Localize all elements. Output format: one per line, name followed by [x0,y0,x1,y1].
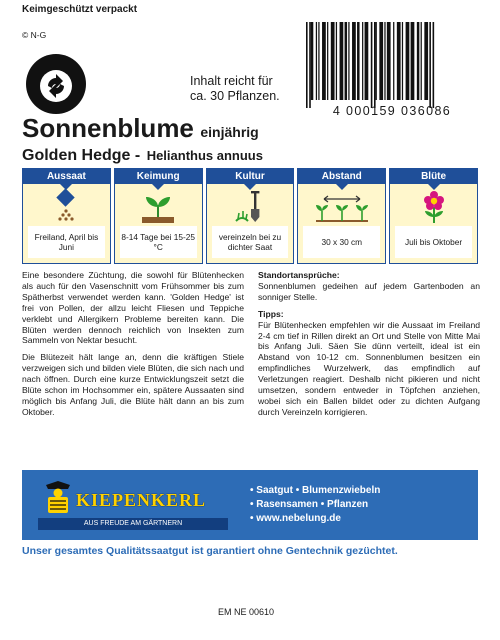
location-heading: Standortansprüche: [258,270,340,280]
flower-icon [414,189,454,225]
product-title: Sonnenblume [22,113,194,143]
brand-website[interactable]: • www.nebelung.de [250,513,341,524]
info-text: vereinzeln bei zu dichter Saat [212,226,289,258]
gmo-free-note: Unser gesamtes Qualitätssaatgut ist garantiert ohne Gentechnik gezüchtet. [22,545,398,557]
barcode-bar [424,22,428,100]
barcode-bar [322,22,326,100]
seed-packet-icon [46,189,86,225]
location-text: Sonnenblumen gedeihen auf jedem Gartenboden an sonniger Stelle. [258,280,480,302]
cultivation-column [258,270,480,424]
barcode-bar [345,22,348,100]
barcode-bar [336,22,337,100]
latin-name: Helianthus annuus [146,148,263,163]
brand-name: KIEPENKERL [76,490,207,510]
info-text: 8-14 Tage bei 15-25 °C [120,226,197,258]
barcode-bar [402,22,403,100]
barcode-bar [362,22,363,100]
annual-label: einjährig [200,124,259,140]
description-column [22,270,244,424]
barcode-bar [348,22,349,100]
info-text: Freiland, April bis Juni [28,226,105,258]
spade-icon [230,189,270,225]
barcode-digits: 4 000159 036086 [332,104,452,118]
kiepenkerl-logo [38,479,228,531]
barcode-bar [311,22,314,100]
article-number: EM NE 00610 [218,607,275,617]
title-line [22,113,259,144]
contents-note: Inhalt reicht für ca. 30 Pflanzen. [190,74,280,103]
packaging-note: Keimgeschützt verpackt [22,4,138,15]
barcode-bar [387,22,391,100]
barcode-bar [397,22,401,100]
copyright-note: © N-G [22,30,47,40]
barcode-bar [411,22,415,100]
brand-tagline: AUS FREUDE AM GÄRTNERN [38,518,228,530]
info-row [22,168,478,264]
barcode-bar [340,22,344,100]
kiepenkerl-figure-icon [42,479,74,517]
subtitle-line [22,147,263,165]
description-paragraph: Eine besondere Züchtung, die sowohl für Blütenhecken als auch für den Vasenschnitt vom Frühsommer bis zum Spätherbst verwendet werden kann. 'Golden Hedge' ist frei von Pollen, der allzu leicht Fliesen und Teppiche verklebt und Allergikern Probleme bereiten kann. Die Blüten werden dennoch reichlich von Insekten zum Sammeln von Nektar besucht. [22,270,244,346]
info-box-bluete [389,168,478,264]
barcode-bar [379,22,383,100]
barcode-bar [318,22,319,100]
barcode-bar [417,22,420,100]
info-box-keimung [114,168,203,264]
barcode-bar [393,22,394,100]
barcode-bar [406,22,410,100]
barcode-bar [365,22,369,100]
seedling-icon [138,189,178,225]
tips-text: Für Blütenhecken empfehlen wir die Aussaat im Freiland 2-4 cm tief in Rillen direkt an Ort und Stelle von Mitte Mai bis Anfang Juli. Säen Sie dünn verteilt, ideal ist ein Abstand von 10-12 cm. Sonnenblumen besitzen ein empfindliches Wurzelwerk, das empfindlich auf Verletzungen reagiert. Deshalb nicht pikieren und nicht umsetzen, sondern entweder in Töpfchen anziehen, wobei sich ein Ballen bildet oder zu dichten Aufgang durch Vereinzeln korrigieren. [258,319,480,417]
info-box-kultur [206,168,295,264]
info-head: Keimung [115,169,202,184]
info-head: Kultur [207,169,294,184]
brand-list-item: • Saatgut • Blumenzwiebeln [250,485,381,496]
barcode-bar [421,22,422,100]
info-box-aussaat [22,168,111,264]
barcode-guard-bar [309,22,311,108]
info-text: Juli bis Oktober [395,226,472,258]
barcode-guard-bar [306,22,308,108]
barcode-bar [384,22,385,100]
info-text: 30 x 30 cm [303,226,380,258]
brand-list-item: • Rasensamen • Pflanzen [250,499,369,510]
variety-name: Golden Hedge - [22,147,141,164]
barcode-bar [376,22,377,100]
info-head: Abstand [298,169,385,184]
brand-banner [22,470,478,540]
spacing-icon [312,189,372,225]
barcode-bar [352,22,356,100]
barcode-bar [357,22,360,100]
brand-product-list [250,484,380,526]
info-head: Aussaat [23,169,110,184]
barcode-guard-bar [374,22,376,108]
barcode-guard-bar [371,22,373,108]
barcode-guard-bar [429,22,431,108]
description-paragraph: Die Blütezeit hält lange an, denn die kräftigen Stiele verzweigen sich und bilden viele Blüten, die sich nach und nach öffnen. Durch eine kurze Entwicklungszeit setzt die Blüte schon im Hochsommer ein, spätere Aussaaten sind möglich bis Anfang Juli, die Blüte hält dann an bis zum Oktober. [22,352,244,417]
barcode-guard-bar [433,22,435,108]
info-box-abstand [297,168,386,264]
info-head: Blüte [390,169,477,184]
tips-heading: Tipps: [258,308,284,319]
barcode-bar [327,22,328,100]
gruener-punkt-logo [24,52,88,116]
barcode-bar [331,22,335,100]
barcode-bar [316,22,317,100]
